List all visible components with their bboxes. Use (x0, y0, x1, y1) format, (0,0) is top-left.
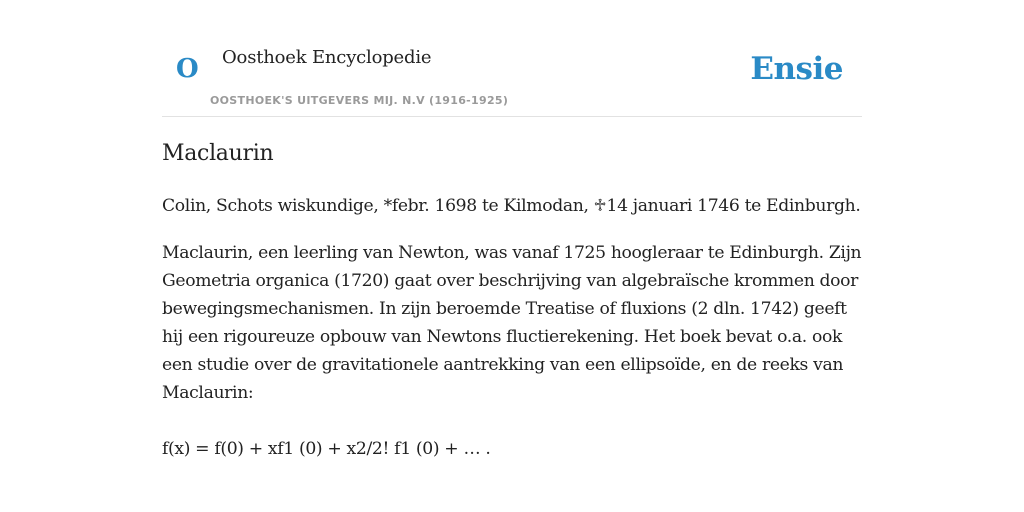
site-title[interactable]: Oosthoek Encyclopedie (222, 47, 432, 68)
article-formula: f(x) = f(0) + xf1 (0) + x2/2! f1 (0) + … . (162, 439, 491, 459)
article-title: Maclaurin (162, 141, 274, 166)
logo-icon[interactable]: O (176, 54, 199, 84)
site-header (162, 40, 862, 117)
article-paragraph-body: Maclaurin, een leerling van Newton, was vanaf 1725 hoogleraar te Edinburgh. Zijn Geometria organica (1720) gaat over beschrijving van algebraïsche krommen door bewegingsmechanismen. In zijn beroemde Treatise of fluxions (2 dln. 1742) geeft hij een rigoureuze opbouw van Newtons fluctierekening. Het boek bevat o.a. ook een studie over de gravitationele aantrekking van een ellipsoïde, en de reeks van Maclaurin: (162, 243, 862, 403)
brand-logo[interactable]: Ensie (750, 51, 843, 87)
article-paragraph-intro: Colin, Schots wiskundige, *febr. 1698 te Kilmodan, ♱14 januari 1746 te Edinburgh. (162, 196, 861, 216)
publisher-label: OOSTHOEK'S UITGEVERS MIJ. N.V (1916-1925) (210, 94, 509, 107)
